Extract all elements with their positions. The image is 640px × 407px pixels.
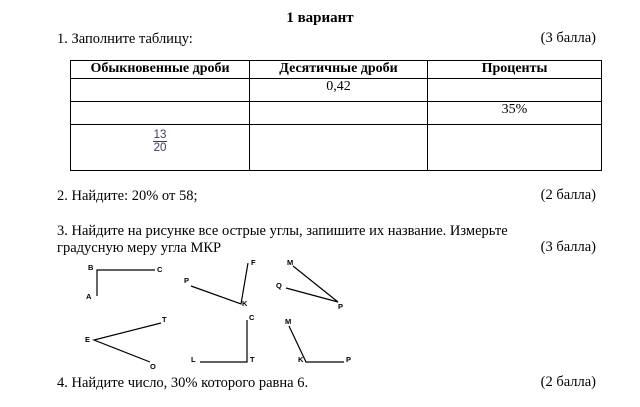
- label-m: M: [287, 258, 294, 267]
- task4-text: 4. Найдите число, 30% которого равна 6.: [57, 375, 309, 391]
- label-c: C: [157, 265, 163, 274]
- decimal-cell: 0,42: [250, 79, 428, 102]
- label-f: F: [251, 258, 256, 267]
- table-row: [71, 79, 602, 102]
- task3-line1: 3. Найдите на рисунке все острые углы, запишите их название. Измерьте: [57, 223, 508, 239]
- decimal-cell: [250, 102, 428, 125]
- label-a: A: [86, 292, 92, 301]
- label-k2: K: [298, 355, 304, 364]
- task2-text: 2. Найдите: 20% от 58;: [57, 188, 198, 204]
- label-b: B: [88, 263, 94, 272]
- fraction-denominator: 20: [153, 142, 167, 154]
- table-row: [71, 102, 602, 125]
- variant-title: 1 вариант: [286, 10, 354, 26]
- percent-cell: [428, 125, 602, 171]
- angles-figure: [0, 250, 640, 375]
- task3-points: (3 балла): [540, 239, 596, 255]
- table-row: [71, 125, 602, 171]
- label-t: T: [162, 315, 167, 324]
- task3-line2: градусную меру угла МКР: [57, 240, 222, 256]
- task4-points: (2 балла): [540, 374, 596, 390]
- task2-points: (2 балла): [540, 187, 596, 203]
- angle-mpq: [286, 266, 338, 302]
- task1-text: 1. Заполните таблицу:: [57, 31, 193, 47]
- label-c2: C: [249, 313, 255, 322]
- percent-cell: 35%: [428, 102, 602, 125]
- label-l: L: [191, 355, 196, 364]
- header-decimal-fractions: Десятичные дроби: [250, 61, 428, 79]
- label-k: K: [242, 299, 248, 308]
- label-p2: P: [338, 302, 344, 311]
- fill-table: [70, 60, 602, 171]
- task1-points: (3 балла): [540, 30, 596, 46]
- label-t2: T: [250, 355, 255, 364]
- label-p3: P: [346, 355, 352, 364]
- header-ordinary-fractions: Обыкновенные дроби: [71, 61, 250, 79]
- fraction-13-20: [153, 129, 168, 154]
- header-percents: Проценты: [428, 61, 602, 79]
- angle-ctl: [200, 320, 247, 362]
- label-m2: M: [285, 317, 292, 326]
- angle-bca: [97, 270, 155, 296]
- fraction-numerator: 13: [153, 129, 167, 141]
- label-q: Q: [276, 281, 282, 290]
- label-e: E: [85, 335, 91, 344]
- label-o: O: [150, 362, 156, 371]
- angle-tEo: [94, 323, 161, 362]
- label-p: P: [184, 276, 190, 285]
- percent-cell: [428, 79, 602, 102]
- fraction-cell: [71, 102, 250, 125]
- decimal-cell: [250, 125, 428, 171]
- angle-fkp: [191, 263, 248, 304]
- fraction-cell: [71, 79, 250, 102]
- fraction-cell: [71, 125, 250, 171]
